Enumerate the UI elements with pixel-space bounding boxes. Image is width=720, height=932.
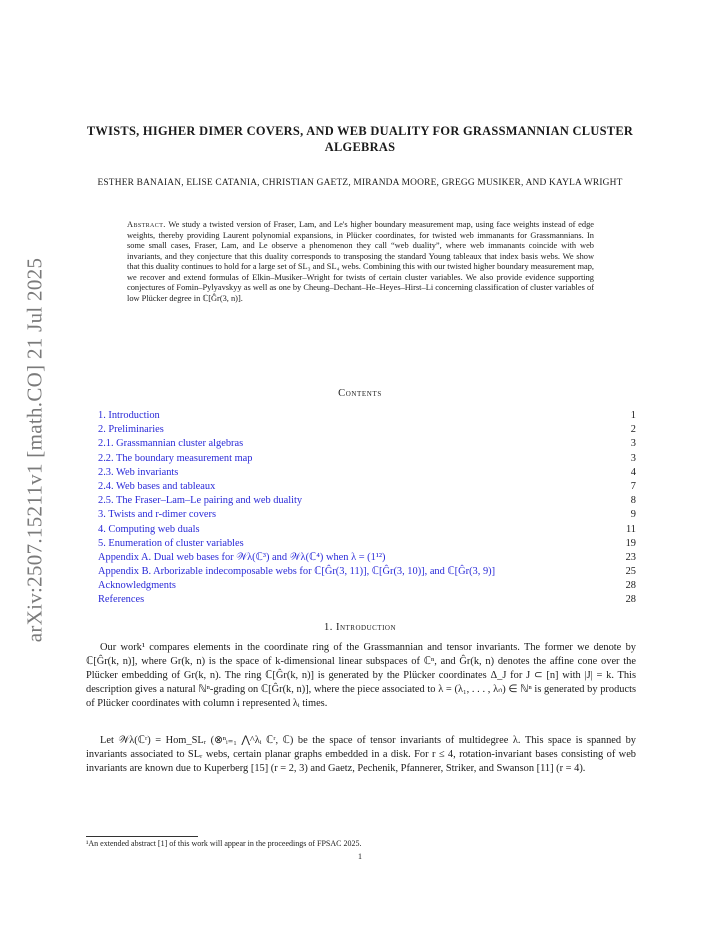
abstract-label: Abstract. <box>127 220 166 229</box>
toc-entry-page: 11 <box>625 523 636 535</box>
toc-entry-page: 4 <box>630 466 636 478</box>
toc-entry[interactable] <box>98 437 636 451</box>
toc-entry-link[interactable]: 2.4. Web bases and tableaux <box>98 480 216 492</box>
contents-heading: Contents <box>338 388 382 399</box>
toc-entry-page: 3 <box>630 438 636 450</box>
abstract-text: We study a twisted version of Fraser, Lam, and Le's higher boundary measurement map, using face weights instead of edge weights, thereby providing Laurent polynomial expansions, in Plücker coordinates, for twisted web immanants for Grassmannians. In some small cases, Fraser, Lam, and Le observe a phenomenon they call “web duality”, where web immanants coincide with web invariants, and they conjecture that this duality corresponds to transposing the standard Young tableaux that index basis webs. We show that this duality continues to hold for a large set of SL₃ and SL₄ webs. Combining this with our twisted higher boundary measurement map, we recover and extend formulas of Elkin–Musiker–Wright for twists of certain cluster variables. We also provide evidence supporting conjectures of Fomin–Pylyavskyy as well as one by Cheung–Dechant–He–Heyes–Hirst–Li concerning classification of cluster variables of low Plücker degree in ℂ[Ĝr(3, n)]. <box>127 220 594 303</box>
toc-entry[interactable] <box>98 494 636 508</box>
intro-paragraph-1: Our work¹ compares elements in the coordinate ring of the Grassmannian and tensor invariants. The former we denote by ℂ[Ĝr(k, n)], where Gr(k, n) is the space of k-dimensional linear subspaces of ℂⁿ, and Ĝr(k, n) denotes the affine cone over the Plücker embedding of Gr(k, n). The ring ℂ[Ĝr(k, n)] is generated by the Plücker coordinates Δ_J for J ⊂ [n] with |J| = k. This description gives a natural ℕⁿ-grading on ℂ[Ĝr(k, n)], where the piece associated to λ = (λ₁, . . . , λₙ) ∈ ℕⁿ is generated by products of Plücker coordinates with column i represented λᵢ times. <box>86 642 636 710</box>
toc-entry[interactable] <box>98 466 636 480</box>
toc-entry[interactable] <box>98 423 636 437</box>
toc-entry-page: 23 <box>625 551 636 563</box>
toc-entry[interactable] <box>98 579 636 593</box>
toc-entry-link[interactable]: 2.5. The Fraser–Lam–Le pairing and web duality <box>98 495 303 507</box>
toc-entry[interactable] <box>98 452 636 466</box>
toc-entry-link[interactable]: 2. Preliminaries <box>98 424 164 436</box>
toc-entry-link[interactable]: Appendix A. Dual web bases for 𝒲λ(ℂ³) and 𝒲λ(ℂ⁴) when λ = (1¹²) <box>98 551 386 563</box>
toc-entry-link[interactable]: 1. Introduction <box>98 410 160 421</box>
toc-entry-page: 28 <box>625 580 636 592</box>
toc-entry-link[interactable]: Appendix B. Arborizable indecomposable webs for ℂ[Ĝr(3, 11)], ℂ[Ĝr(3, 10)], and ℂ[Ĝr(3, 9)] <box>98 566 496 578</box>
toc-entry[interactable] <box>98 523 636 537</box>
toc-entry-page: 19 <box>625 537 636 549</box>
toc-entry-page: 25 <box>625 566 636 578</box>
toc-entry-link[interactable]: 4. Computing web duals <box>98 523 200 535</box>
author-list: ESTHER BANAIAN, ELISE CATANIA, CHRISTIAN GAETZ, MIRANDA MOORE, GREGG MUSIKER, AND KAYLA WRIGHT <box>97 178 623 188</box>
toc-entry[interactable] <box>98 508 636 522</box>
toc-entry-page: 8 <box>630 495 636 507</box>
toc-entry-link[interactable]: References <box>98 594 145 606</box>
toc-entry-page: 2 <box>630 424 636 436</box>
toc-entry-link[interactable]: 2.1. Grassmannian cluster algebras <box>98 438 244 450</box>
toc-entry[interactable] <box>98 551 636 565</box>
toc-entry[interactable] <box>98 537 636 551</box>
toc-entry[interactable] <box>98 593 636 607</box>
toc-entry-page: 28 <box>625 594 636 606</box>
toc-entry-page: 3 <box>630 452 636 464</box>
toc-entry[interactable] <box>98 409 636 423</box>
toc-entry-link[interactable]: Acknowledgments <box>98 580 176 592</box>
toc-entry-page: 7 <box>630 480 636 492</box>
paper-title: TWISTS, HIGHER DIMER COVERS, AND WEB DUALITY FOR GRASSMANNIAN CLUSTER ALGEBRAS <box>86 124 634 154</box>
section-heading-introduction: 1. Introduction <box>323 622 397 633</box>
footnote-rule <box>86 836 198 837</box>
arxiv-identifier-text: arXiv:2507.15211v1 [math.CO] 21 Jul 2025 <box>22 257 47 643</box>
toc-entry-link[interactable]: 2.2. The boundary measurement map <box>98 452 253 464</box>
abstract <box>127 220 594 304</box>
footnote: ¹An extended abstract [1] of this work will appear in the proceedings of FPSAC 2025. <box>86 839 362 848</box>
intro-paragraph-2: Let 𝒲λ(ℂʳ) = Hom_SLᵣ (⊗ⁿᵢ₌₁ ⋀^λᵢ ℂʳ, ℂ) be the space of tensor invariants of multidegree λ. This space is spanned by invariants associated to SLᵣ webs, certain planar graphs embedded in a disk. For r ≤ 4, rotation-invariant bases consisting of web invariants are known due to Kuperberg [15] (r = 2, 3) and Gaetz, Pechenik, Pfannerer, Striker, and Swanson [11] (r = 4). <box>86 735 636 775</box>
toc-entry-page: 1 <box>630 410 636 421</box>
table-of-contents <box>98 409 636 608</box>
toc-entry-link[interactable]: 3. Twists and r-dimer covers <box>98 509 217 521</box>
arxiv-identifier <box>18 250 52 650</box>
toc-entry-link[interactable]: 5. Enumeration of cluster variables <box>98 537 244 549</box>
page-number: 1 <box>358 852 362 861</box>
toc-entry[interactable] <box>98 565 636 579</box>
toc-entry[interactable] <box>98 480 636 494</box>
toc-entry-link[interactable]: 2.3. Web invariants <box>98 466 179 478</box>
toc-entry-page: 9 <box>630 509 636 521</box>
